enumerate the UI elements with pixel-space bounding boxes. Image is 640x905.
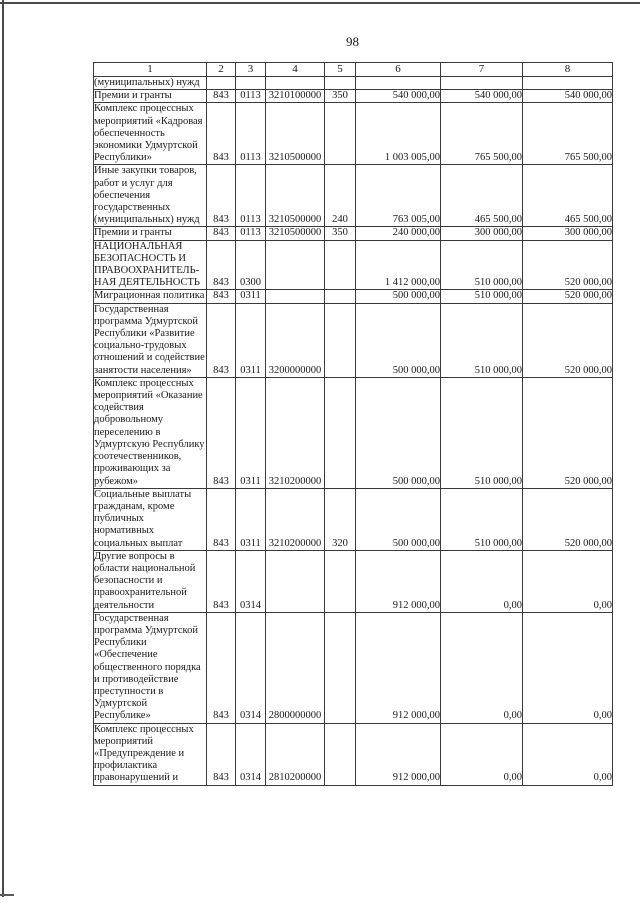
table-row: [94, 550, 613, 612]
cell-col-8: 520 000,00: [523, 377, 613, 488]
cell-col-5: [325, 377, 356, 488]
row-title-cell: Социальные выплаты гражданам, кроме публичных нормативных социальных выплат: [94, 488, 207, 550]
cell-col-4: [266, 290, 325, 303]
table-row: [94, 77, 613, 90]
cell-col-4: [266, 240, 325, 290]
cell-col-7: 0,00: [441, 612, 523, 723]
page-number: 98: [346, 34, 359, 49]
row-title-cell: Миграционная политика: [94, 290, 207, 303]
cell-col-6: 500 000,00: [356, 303, 441, 377]
column-header-6: 6: [356, 63, 441, 77]
row-title-cell: Другие вопросы в области национальной безопасности и правоохранительной деятельности: [94, 550, 207, 612]
row-title-cell: (муниципальных) нужд: [94, 77, 207, 90]
row-title-cell: Премии и гранты: [94, 90, 207, 103]
cell-col-8: 0,00: [523, 723, 613, 785]
cell-col-3: 0113: [236, 103, 266, 165]
row-title-cell: Комплекс процессных мероприятий «Предупреждение и профилактика правонарушений и: [94, 723, 207, 785]
page-edge-left: [2, 0, 4, 897]
cell-col-2: 843: [207, 103, 236, 165]
cell-col-7: 510 000,00: [441, 290, 523, 303]
cell-col-7: [441, 77, 523, 90]
cell-col-4: 3210200000: [266, 377, 325, 488]
cell-col-7: 510 000,00: [441, 377, 523, 488]
cell-col-6: 1 003 005,00: [356, 103, 441, 165]
cell-col-3: 0113: [236, 227, 266, 240]
cell-col-2: 843: [207, 612, 236, 723]
cell-col-6: 540 000,00: [356, 90, 441, 103]
row-title-cell: Комплекс процессных мероприятий «Кадровая обеспеченность экономики Удмуртской Республики»: [94, 103, 207, 165]
cell-col-3: 0311: [236, 303, 266, 377]
table-row: [94, 612, 613, 723]
cell-col-6: 912 000,00: [356, 612, 441, 723]
cell-col-2: 843: [207, 290, 236, 303]
cell-col-5: 350: [325, 90, 356, 103]
cell-col-6: [356, 77, 441, 90]
page-edge-bottom-left: [0, 894, 14, 896]
cell-col-8: 540 000,00: [523, 90, 613, 103]
cell-col-8: 300 000,00: [523, 227, 613, 240]
cell-col-5: 240: [325, 165, 356, 227]
cell-col-5: [325, 612, 356, 723]
cell-col-8: 520 000,00: [523, 303, 613, 377]
table-header: [94, 63, 613, 77]
cell-col-2: 843: [207, 165, 236, 227]
row-title-cell: Государственная программа Удмуртской Республики «Развитие социально-трудовых отношений и содействие занятости населения»: [94, 303, 205, 376]
cell-col-7: 0,00: [441, 723, 523, 785]
table-row: [94, 488, 613, 550]
cell-col-6: 500 000,00: [356, 290, 441, 303]
cell-col-6: 912 000,00: [356, 723, 441, 785]
cell-col-4: 3210500000: [266, 165, 325, 227]
cell-col-8: 520 000,00: [523, 240, 613, 290]
cell-col-6: 500 000,00: [356, 488, 441, 550]
cell-col-5: [325, 723, 356, 785]
cell-col-5: [325, 550, 356, 612]
cell-col-3: [236, 77, 266, 90]
column-header-3: 3: [236, 63, 266, 77]
cell-col-6: 1 412 000,00: [356, 240, 441, 290]
table-row: [94, 90, 613, 103]
cell-col-4: 3200000000: [266, 303, 325, 377]
cell-col-5: [325, 240, 356, 290]
column-header-8: 8: [523, 63, 613, 77]
cell-col-2: 843: [207, 240, 236, 290]
cell-col-8: 520 000,00: [523, 290, 613, 303]
cell-col-3: 0113: [236, 90, 266, 103]
cell-col-8: 0,00: [523, 612, 613, 723]
table-row: [94, 240, 613, 290]
cell-col-5: [325, 303, 356, 377]
cell-col-8: 465 500,00: [523, 165, 613, 227]
column-header-4: 4: [266, 63, 325, 77]
cell-col-4: 3210500000: [266, 227, 325, 240]
cell-col-3: 0113: [236, 165, 266, 227]
cell-col-8: 765 500,00: [523, 103, 613, 165]
column-header-1: 1: [94, 63, 207, 77]
cell-col-4: [266, 77, 325, 90]
column-header-7: 7: [441, 63, 523, 77]
cell-col-7: 510 000,00: [441, 488, 523, 550]
cell-col-5: [325, 77, 356, 90]
cell-col-2: 843: [207, 227, 236, 240]
cell-col-5: [325, 290, 356, 303]
cell-col-8: 0,00: [523, 550, 613, 612]
cell-col-4: 3210500000: [266, 103, 325, 165]
column-numbers-row: [94, 63, 613, 77]
cell-col-7: 540 000,00: [441, 90, 523, 103]
cell-col-2: 843: [207, 303, 236, 377]
cell-col-3: 0314: [236, 550, 266, 612]
cell-col-2: 843: [207, 377, 236, 488]
table-row: [94, 303, 613, 377]
cell-col-3: 0300: [236, 240, 266, 290]
cell-col-2: 843: [207, 550, 236, 612]
table-row: [94, 165, 613, 227]
column-header-5: 5: [325, 63, 356, 77]
cell-col-4: 2810200000: [266, 723, 325, 785]
cell-col-7: 465 500,00: [441, 165, 523, 227]
cell-col-6: 240 000,00: [356, 227, 441, 240]
cell-col-3: 0311: [236, 290, 266, 303]
cell-col-2: 843: [207, 488, 236, 550]
cell-col-5: 320: [325, 488, 356, 550]
cell-col-7: 0,00: [441, 550, 523, 612]
table-row: [94, 377, 613, 488]
table-body: [94, 77, 613, 786]
cell-col-8: [523, 77, 613, 90]
cell-col-7: 510 000,00: [441, 303, 523, 377]
cell-col-6: 500 000,00: [356, 377, 441, 488]
cell-col-4: 3210200000: [266, 488, 325, 550]
row-title-cell: Иные закупки товаров, работ и услуг для обеспечения государственных (муниципальных) нужд: [94, 165, 207, 227]
cell-col-7: 510 000,00: [441, 240, 523, 290]
cell-col-8: 520 000,00: [523, 488, 613, 550]
cell-col-2: [207, 77, 236, 90]
row-title-cell: НАЦИОНАЛЬНАЯ БЕЗОПАСНОСТЬ И ПРАВООХРАНИТЕЛЬ-НАЯ ДЕЯТЕЛЬНОСТЬ: [94, 240, 207, 290]
cell-col-4: 3210100000: [266, 90, 325, 103]
table-row: [94, 290, 613, 303]
budget-table: [93, 62, 613, 786]
table-row: [94, 227, 613, 240]
cell-col-7: 765 500,00: [441, 103, 523, 165]
row-title-cell: Государственная программа Удмуртской Республики «Обеспечение общественного порядка и противодействие преступности в Удмуртской Республике»: [94, 612, 207, 723]
cell-col-3: 0314: [236, 723, 266, 785]
cell-col-3: 0311: [236, 488, 266, 550]
cell-col-3: 0311: [236, 377, 266, 488]
cell-col-3: 0314: [236, 612, 266, 723]
column-header-2: 2: [207, 63, 236, 77]
row-title-cell: Премии и гранты: [94, 227, 207, 240]
cell-col-4: 2800000000: [266, 612, 325, 723]
table-row: [94, 723, 613, 785]
cell-col-2: 843: [207, 90, 236, 103]
cell-col-6: 763 005,00: [356, 165, 441, 227]
page-edge-top: [0, 2, 640, 4]
cell-col-7: 300 000,00: [441, 227, 523, 240]
cell-col-2: 843: [207, 723, 236, 785]
table-row: [94, 103, 613, 165]
cell-col-4: [266, 550, 325, 612]
cell-col-5: 350: [325, 227, 356, 240]
row-title-cell: Комплекс процессных мероприятий «Оказание содействия добровольному переселению в Удмуртскую Республику соотечественников, проживающих за рубежом»: [94, 377, 205, 487]
cell-col-6: 912 000,00: [356, 550, 441, 612]
cell-col-5: [325, 103, 356, 165]
